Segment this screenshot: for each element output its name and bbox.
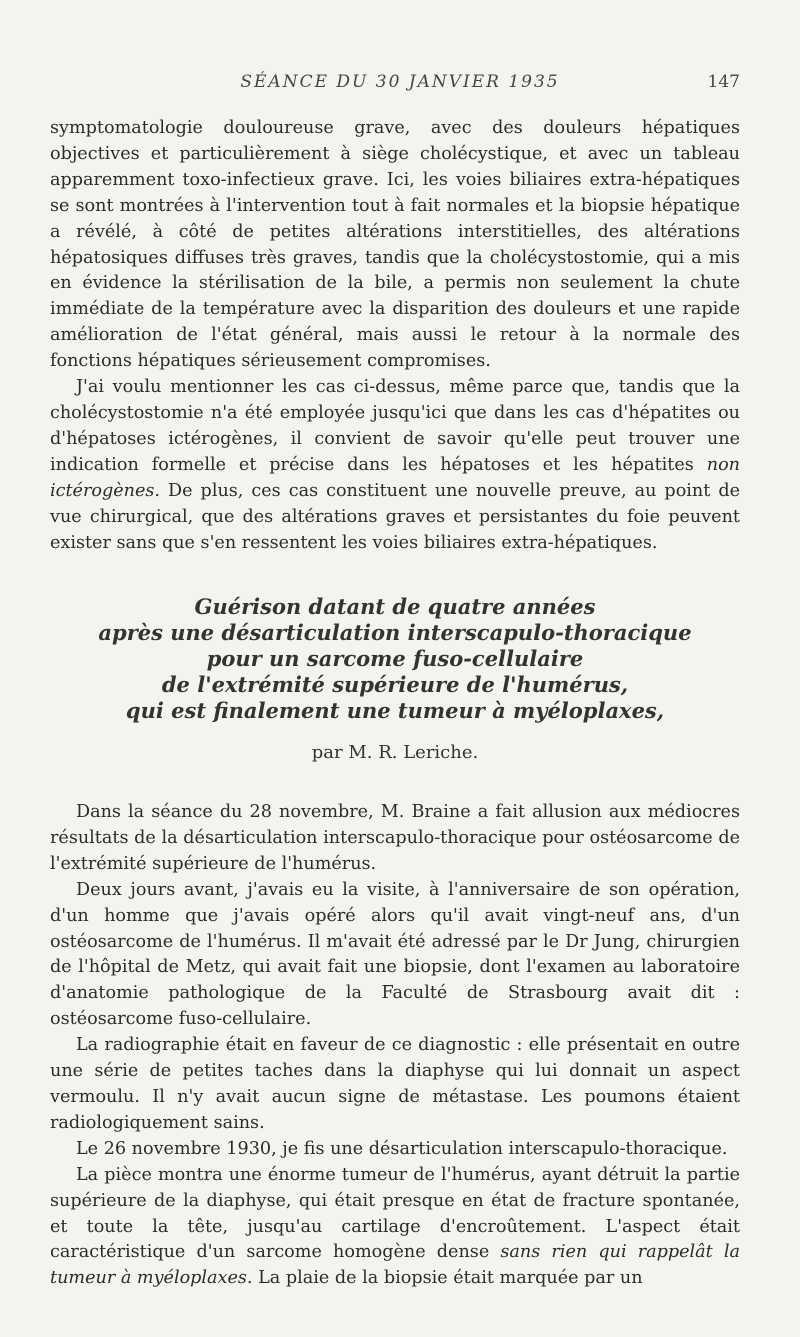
paragraph: La radiographie était en faveur de ce diagnostic : elle présentait en outre une série de petites taches dans la diaphyse qui lui donnait un aspect vermoulu. Il n'y avait aucun signe de métastase. Les poumons étaient radiologiquement sains. xyxy=(50,1035,740,1133)
paragraph xyxy=(50,375,740,556)
paragraph: Deux jours avant, j'avais eu la visite, à l'anniversaire de son opération, d'un homme que j'avais opéré alors qu'il avait vingt-neuf ans, d'un ostéosarcome de l'humérus. Il m'avait été adressé par le Dr Jung, chirurgien de l'hôpital de Metz, qui avait fait une biopsie, dont l'examen au laboratoire d'anatomie pathologique de la Faculté de Strasbourg avait dit : ostéosarcome fuso-cellulaire. xyxy=(50,879,740,1030)
title-line: après une désarticulation interscapulo-thoracique xyxy=(98,620,692,645)
article-body xyxy=(50,800,740,1292)
paragraph-text: . La plaie de la biopsie était marquée par un xyxy=(246,1268,643,1289)
paragraph-text: La pièce montra une énorme tumeur de l'humérus, ayant détruit la partie supérieure de la diaphyse, qui était presque en état de fracture spontanée, et toute la tête, jusqu'au cartilage d'encroûtement. L'aspect était caractéristique d'un sarcome homogène dense xyxy=(50,1164,740,1263)
emphasis-text: sans rien qui rappelât la tumeur à myéloplaxes xyxy=(50,1242,741,1289)
paragraph: Le 26 novembre 1930, je fis une désarticulation interscapulo-thoracique. xyxy=(76,1138,728,1159)
title-line: qui est finalement une tumeur à myéloplaxes, xyxy=(125,698,665,723)
paragraph: Dans la séance du 28 novembre, M. Braine a fait allusion aux médiocres résultats de la désarticulation interscapulo-thoracique pour ostéosarcome de l'extrémité supérieure de l'humérus. xyxy=(50,802,740,874)
title-line: Guérison datant de quatre années xyxy=(194,594,596,619)
title-line: pour un sarcome fuso-cellulaire xyxy=(206,646,584,671)
title-line: de l'extrémité supérieure de l'humérus, xyxy=(161,672,629,697)
previous-article-conclusion xyxy=(50,116,740,556)
emphasis-text: non ictérogènes xyxy=(50,454,740,501)
page-header xyxy=(0,72,800,96)
paragraph xyxy=(50,1163,740,1293)
paragraph: symptomatologie douloureuse grave, avec des douleurs hépatiques objectives et particulièrement à siège cholécystique, et avec un tableau apparemment toxo-infectieux grave. Ici, les voies biliaires extra-hépatiques se sont montrées à l'intervention tout à fait normales et la biopsie hépatique a révélé, à côté de petites altérations interstitielles, des altérations hépatosiques diffuses très graves, tandis que la cholécystostomie, qui a mis en évidence la stérilisation de la bile, a permis non seulement la chute immédiate de la température avec la disparition des douleurs et une rapide amélioration de l'état général, mais aussi le retour à la normale des fonctions hépatiques sérieusement compromises. xyxy=(50,118,740,372)
article-title xyxy=(50,594,740,724)
paragraph-text: J'ai voulu mentionner les cas ci-dessus, même parce que, tandis que la cholécystostomie n'a été employée jusqu'ici que dans les cas d'hépatites ou d'hépatoses ictérogènes, il convient de savoir qu'elle peut trouver une indication formelle et précise dans les hépatoses et les hépatites xyxy=(50,377,740,475)
running-title: SÉANCE DU 30 JANVIER 1935 xyxy=(240,72,560,92)
article-author: par M. R. Leriche. xyxy=(311,742,479,763)
paragraph-text: . De plus, ces cas constituent une nouvelle preuve, au point de vue chirurgical, que des altérations graves et persistantes du foie peuvent exister sans que s'en ressentent les voies biliaires extra-hépatiques. xyxy=(50,480,740,553)
page-number: 147 xyxy=(707,72,740,92)
